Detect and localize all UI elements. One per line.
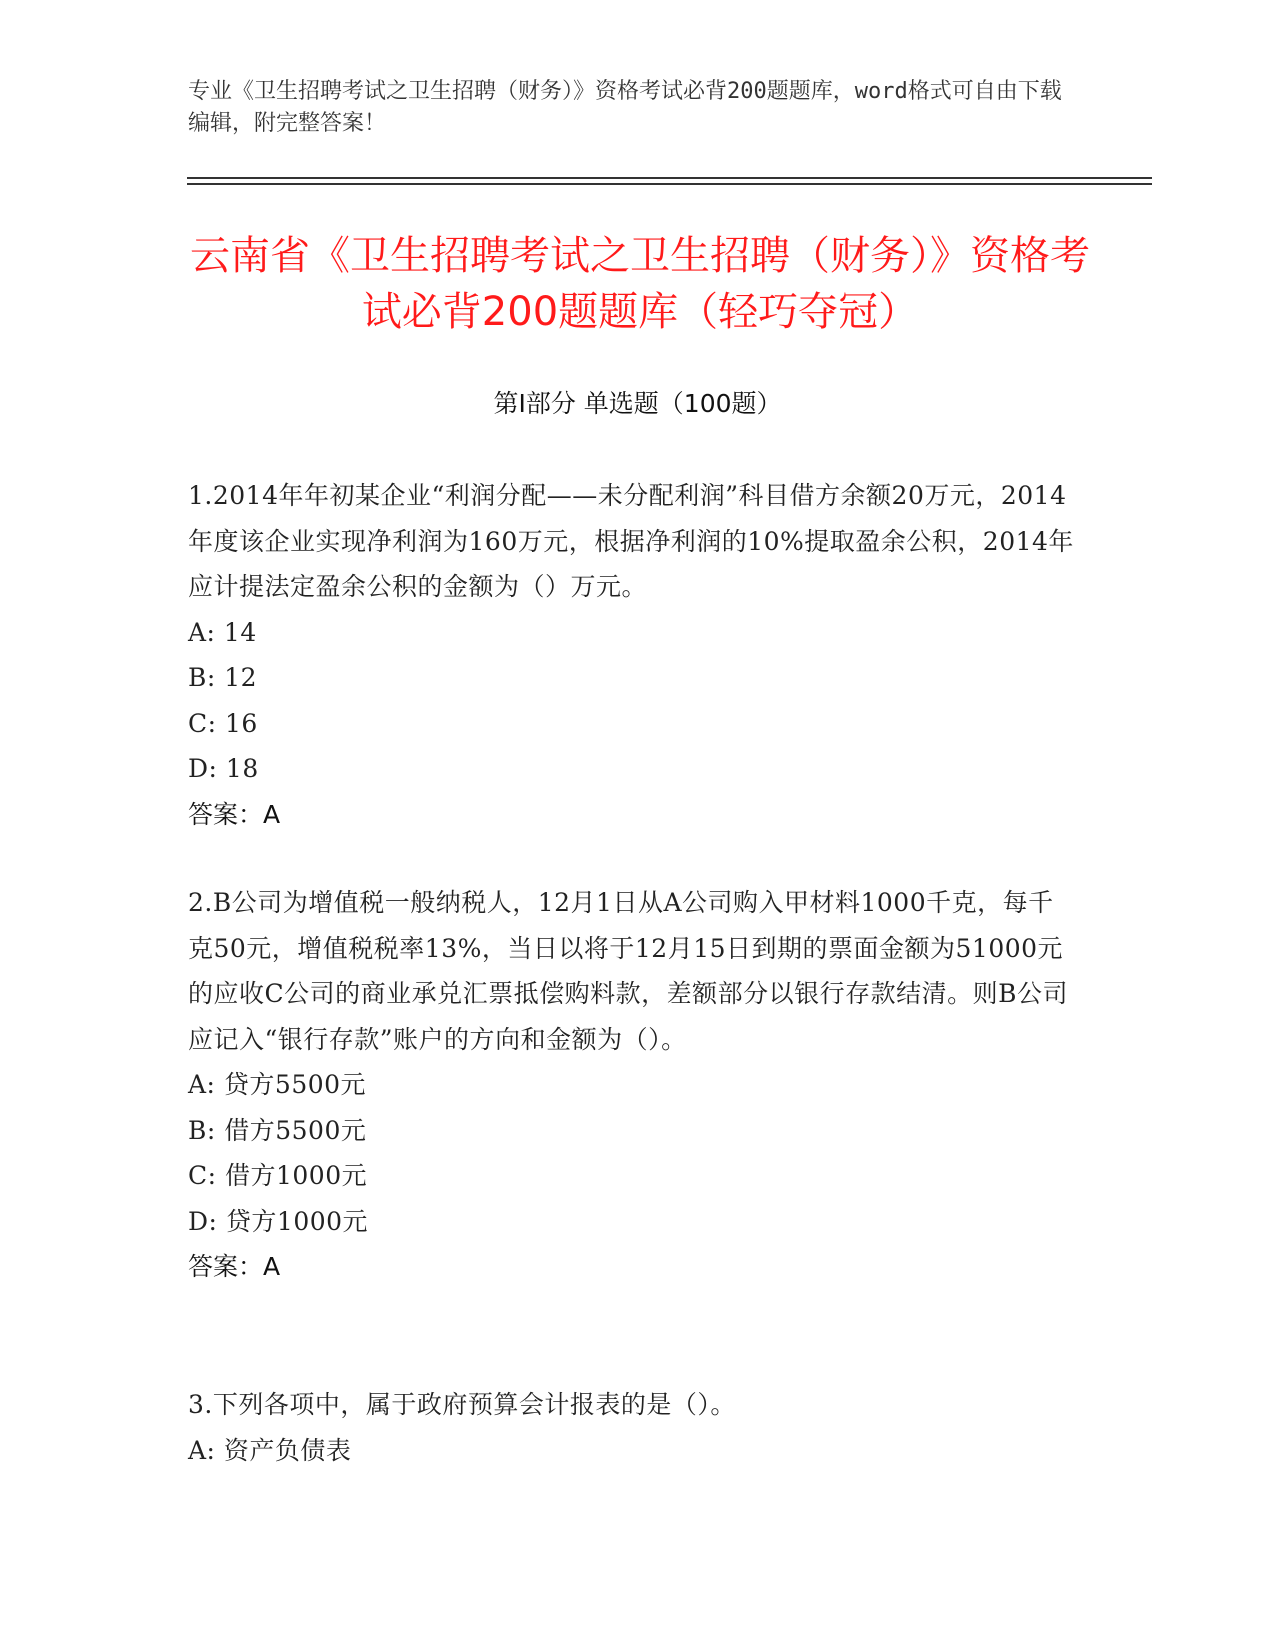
option-b: B: 12 <box>188 663 258 692</box>
question-1 <box>188 473 1078 837</box>
option-c: C: 借方1000元 <box>188 1161 368 1190</box>
question-stem: 2.B公司为增值税一般纳税人，12月1日从A公司购入甲材料1000千克，每千克50元，增值税税率13%，当日以将于12月15日到期的票面金额为51000元的应收C公司的商业承兑汇票抵偿购料款，差额部分以银行存款结清。则B公司应记入“银行存款”账户的方向和金额为（）。 <box>188 888 1069 1054</box>
question-stem: 3.下列各项中，属于政府预算会计报表的是（）。 <box>188 1390 736 1419</box>
option-a: A: 贷方5500元 <box>188 1070 367 1099</box>
option-c: C: 16 <box>188 708 258 738</box>
question-stem: 1.2014年年初某企业“利润分配——未分配利润”科目借方余额20万元，2014年度该企业实现净利润为160万元，根据净利润的10%提取盈余公积，2014年应计提法定盈余公积的金额为（）万元。 <box>188 481 1074 601</box>
option-d: D: 贷方1000元 <box>188 1206 369 1236</box>
option-a: A: 资产负债表 <box>188 1435 352 1465</box>
option-a: A: 14 <box>188 617 257 647</box>
answer: 答案：A <box>188 799 281 829</box>
question-2 <box>188 880 1078 1290</box>
section-title: 第Ⅰ部分 单选题（100题） <box>493 389 782 418</box>
header-divider-bottom <box>187 183 1152 185</box>
document-title: 云南省《卫生招聘考试之卫生招聘（财务）》资格考试必背200题题库（轻巧夺冠） <box>190 233 1090 335</box>
header-note: 专业《卫生招聘考试之卫生招聘（财务）》资格考试必背200题题库，word格式可自由下载编辑，附完整答案！ <box>188 79 1062 136</box>
question-3 <box>188 1382 1078 1473</box>
header-divider-top <box>187 177 1152 179</box>
answer: 答案：A <box>188 1252 281 1281</box>
option-b: B: 借方5500元 <box>188 1115 367 1145</box>
option-d: D: 18 <box>188 754 259 783</box>
